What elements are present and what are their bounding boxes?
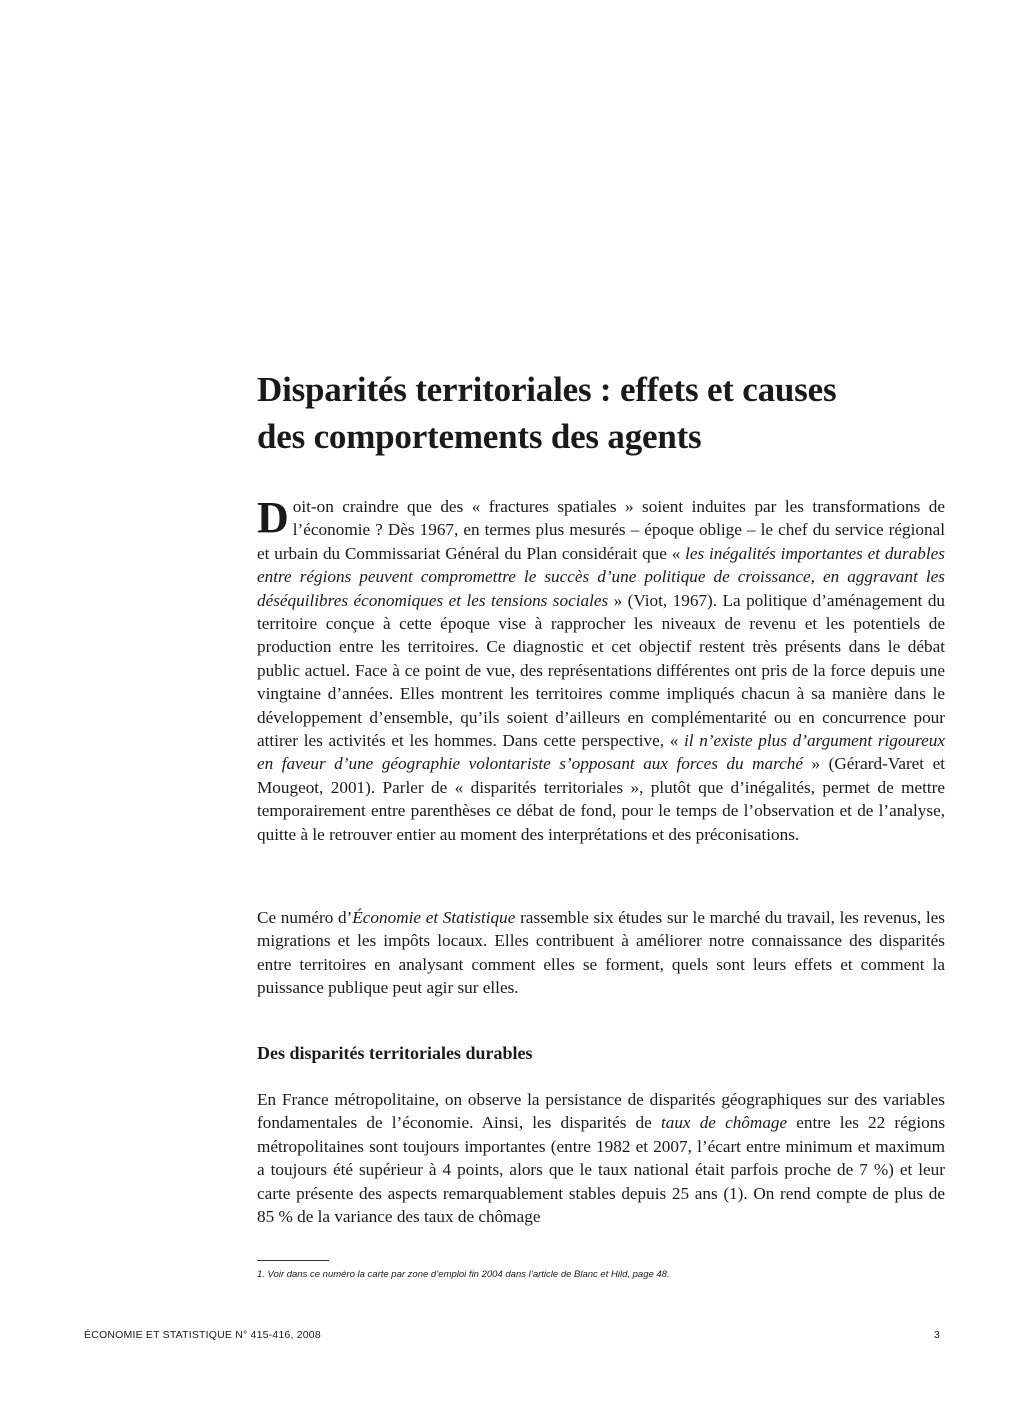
text-run: Ce numéro d’ [257,908,353,927]
title-line-2: des comportements des agents [257,417,702,456]
intro-paragraph-text [257,493,946,844]
text-run: rassemble six études sur le marché du travail, les revenus, les migrations et les impôts locaux. Elles contribuent à améliorer notre connaissance des disparités entre territoires en analysant comment elles se forment, quels sont leurs effets et comment la puissance publique peut agir sur elles. [257,908,945,998]
text-run: oit-on craindre que des « fractures spatiales » soient induites par les transformations de l’économie ? Dès 1967, en termes plus mesurés – époque oblige – le chef du service régional et urbain du Commissariat Général du Plan considérait que « [257,497,945,563]
drop-cap: D [257,493,289,542]
footnote-divider [257,1260,329,1261]
italic-quote-run: les inégalités importantes et durables entre régions peuvent compromettre le succès d’une politique de croissance, en aggravant les déséquilibres économiques et les tensions sociales [257,543,945,610]
text-run: En France métropolitaine, on observe la persistance de disparités géographiques sur des variables fondamentales de l’économie. Ainsi, les disparités de [257,1090,945,1133]
text-run: entre les 22 régions métropolitaines sont toujours importantes (entre 1982 et 2007, l’écart entre minimum et maximum a toujours été supérieur à 4 points, alors que le taux national était parfois proche de 7 %) et leur carte présente des aspects remarquablement stables depuis 25 ans (1). On rend compte de plus de 85 % de la variance des taux de chômage [257,1113,946,1227]
section-paragraph-text [257,1090,945,1226]
footnote: 1. Voir dans ce numéro la carte par zone d’emploi fin 2004 dans l’article de Blanc et Hild, page 48. [257,1269,670,1280]
section-paragraph [257,1088,945,1228]
issue-summary-text [257,908,945,997]
italic-quote-run: Économie et Statistique [352,908,516,927]
page-number: 3 [934,1329,940,1341]
italic-quote-run: il n’existe plus d’argument rigoureux en faveur d’une géographie volontariste s’opposant aux forces du marché [257,731,945,774]
section-heading: Des disparités territoriales durables [257,1043,533,1063]
issue-summary-paragraph [257,906,945,1000]
article-title [257,366,957,460]
text-run: » (Gérard-Varet et Mougeot, 2001). Parler de « disparités territoriales », plutôt que d’inégalités, permet de mettre temporairement entre parenthèses ce débat de fond, pour le temps de l’observation et de l’analyse, quitte à le retrouver entier au moment des interprétations et des préconisations. [257,754,945,844]
journal-footer: ÉCONOMIE ET STATISTIQUE N° 415-416, 2008 [84,1329,321,1341]
text-run: » (Viot, 1967). La politique d’aménagement du territoire conçue à cette époque vise à rapprocher les niveaux de revenu et les potentiels de production entre les territoires. Ce diagnostic et cet objectif restent très présents dans le débat public actuel. Face à ce point de vue, des représentations différentes ont pris de la force depuis une vingtaine d’années. Elles montrent les territoires comme impliqués chacun à sa manière dans le développement d’ensemble, qu’ils soient d’ailleurs en complémentarité ou en concurrence pour attirer les activités et les hommes. Dans cette perspective, « [257,590,946,751]
intro-paragraph [257,495,945,846]
title-line-1: Disparités territoriales : effets et causes [257,370,837,409]
italic-quote-run: taux de chômage [660,1113,788,1133]
